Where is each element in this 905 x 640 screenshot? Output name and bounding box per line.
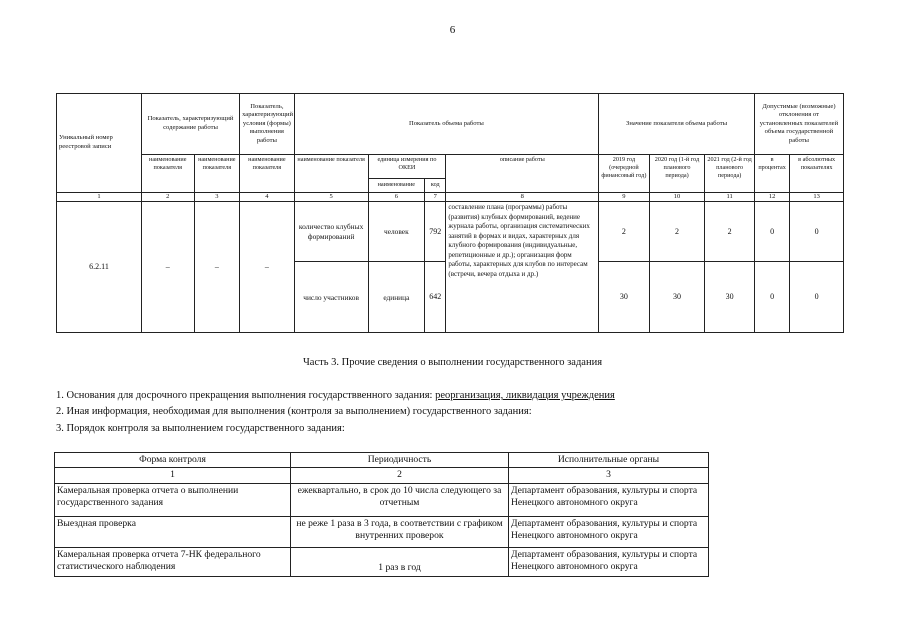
value-2020: 2: [649, 202, 705, 262]
col-number: 9: [599, 193, 650, 202]
control-form: Камеральная проверка отчета о выполнении государственного задания: [55, 483, 291, 516]
header-name-indicator: наименование показателя: [240, 155, 295, 193]
col-number: 5: [294, 193, 368, 202]
value-2021: 30: [705, 262, 755, 333]
col-number: 7: [425, 193, 446, 202]
col-number: 12: [754, 193, 789, 202]
header-year-2019: 2019 год (очередной финансовый год): [599, 155, 650, 193]
indicator-name: количество клубных формирований: [294, 202, 368, 262]
col-number: 13: [790, 193, 844, 202]
unit-code: 642: [425, 262, 446, 333]
executive-body: Департамент образования, культуры и спорта Ненецкого автономного округа: [509, 516, 709, 547]
part3-title: Часть 3. Прочие сведения о выполнении государственного задания: [302, 357, 603, 368]
item-1: [56, 390, 615, 401]
deviation-absolute: 0: [790, 262, 844, 333]
control-form: Камеральная проверка отчета 7-НК федерального статистического наблюдения: [55, 547, 291, 576]
periodicity: ежеквартально, в срок до 10 числа следующего за отчетным: [291, 483, 509, 516]
dash-cell: –: [141, 202, 194, 333]
col-number: 1: [55, 468, 291, 483]
header-work-description: описание работы: [446, 155, 599, 193]
col-number: 1: [57, 193, 142, 202]
executive-body: Департамент образования, культуры и спорта Ненецкого автономного округа: [509, 547, 709, 576]
header-unit-code: код: [425, 179, 446, 193]
item-1-text: 1. Основания для досрочного прекращения выполнения государстввенного задания:: [56, 390, 436, 401]
registry-number: 6.2.11: [57, 202, 142, 333]
control-table: [54, 452, 709, 577]
header-unit-okei: единица измерения по ОКЕИ: [368, 155, 446, 179]
header-executive-bodies: Исполнительные органы: [509, 453, 709, 468]
header-deviations: Допустимые (возможные) отклонения от установленных показателей объема государственной работы: [754, 94, 843, 155]
deviation-absolute: 0: [790, 202, 844, 262]
header-name-indicator: наименование показателя: [141, 155, 194, 193]
header-control-form: Форма контроля: [55, 453, 291, 468]
dash-cell: –: [240, 202, 295, 333]
value-2019: 2: [599, 202, 650, 262]
value-2019: 30: [599, 262, 650, 333]
indicator-name: число участников: [294, 262, 368, 333]
deviation-percent: 0: [754, 202, 789, 262]
deviation-percent: 0: [754, 262, 789, 333]
header-content-indicator: Показатель, характеризующий содержание работы: [141, 94, 239, 155]
unit-code: 792: [425, 202, 446, 262]
header-in-absolute: в абсолютных показателях: [790, 155, 844, 193]
header-periodicity: Периодичность: [291, 453, 509, 468]
periodicity: 1 раз в год: [291, 547, 509, 576]
col-number: 8: [446, 193, 599, 202]
header-year-2020: 2020 год (1-й год планового периода): [649, 155, 705, 193]
col-number: 10: [649, 193, 705, 202]
header-in-percent: в процентах: [754, 155, 789, 193]
col-number: 11: [705, 193, 755, 202]
item-2: 2. Иная информация, необходимая для выполнения (контроля за выполнением) государственного задания:: [56, 406, 532, 417]
header-year-2021: 2021 год (2-й год планового периода): [705, 155, 755, 193]
header-unit-name: наименование: [368, 179, 425, 193]
item-1-value: реорганизация, ликвидация учреждения: [435, 390, 615, 401]
value-2020: 30: [649, 262, 705, 333]
work-description: составление плана (программы) работы (развития) клубных формирований, ведение журнала работы, организация систематических занятий в формах и видах, характерных для клубного формирования (индивидуальные, репетиционные и др.); организация форм работы, характерных для клубов по интересам (встречи, вечера отдыха и др.): [446, 202, 599, 333]
col-number: 4: [240, 193, 295, 202]
col-number: 6: [368, 193, 425, 202]
header-volume-value: Значение показателя объема работы: [599, 94, 755, 155]
col-number: 2: [141, 193, 194, 202]
col-number: 3: [509, 468, 709, 483]
item-3: 3. Порядок контроля за выполнением государственного задания:: [56, 423, 345, 434]
header-conditions-indicator: Показатель, характеризующий условия (формы) выполнения работы: [240, 94, 295, 155]
control-form: Выездная проверка: [55, 516, 291, 547]
col-number: 3: [194, 193, 240, 202]
work-volume-table: [56, 93, 844, 333]
periodicity: не реже 1 раза в 3 года, в соответствии с графиком внутренних проверок: [291, 516, 509, 547]
header-volume-indicator: Показатель объема работы: [294, 94, 598, 155]
dash-cell: –: [194, 202, 240, 333]
unit-name: единица: [368, 262, 425, 333]
header-name-indicator: наименование показателя: [294, 155, 368, 193]
col-number: 2: [291, 468, 509, 483]
unit-name: человек: [368, 202, 425, 262]
value-2021: 2: [705, 202, 755, 262]
page-number: 6: [449, 24, 456, 36]
executive-body: Департамент образования, культуры и спорта Ненецкого автономного округа: [509, 483, 709, 516]
header-name-indicator: наименование показателя: [194, 155, 240, 193]
header-unique-number: Уникальный номер реестровой записи: [57, 94, 142, 193]
